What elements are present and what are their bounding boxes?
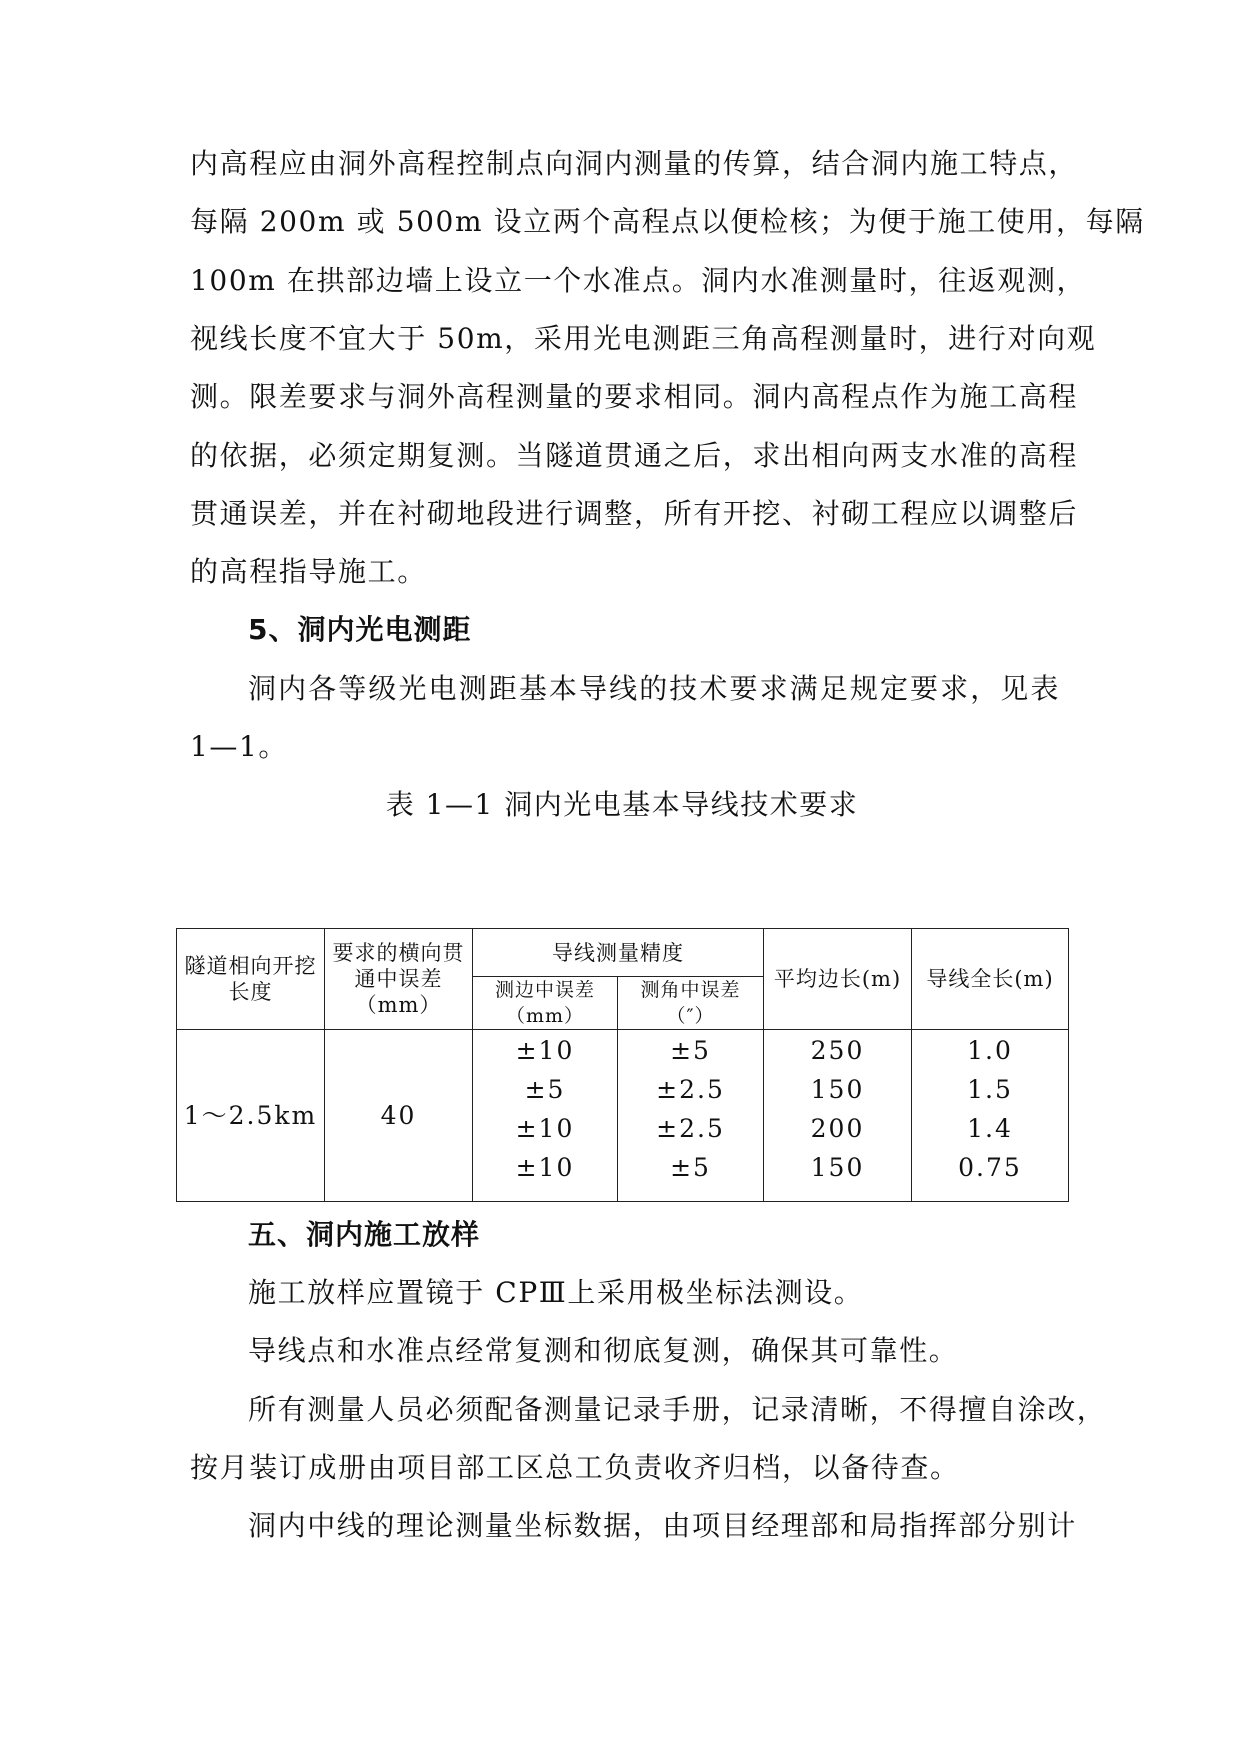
body-text-line: 每隔 200m 或 500m 设立两个高程点以便检核；为便于施工使用，每隔 <box>190 205 1145 238</box>
body-text-line: 内高程应由洞外高程控制点向洞内测量的传算，结合洞内施工特点， <box>190 147 1079 180</box>
body-text-line: 的依据，必须定期复测。当隧道贯通之后，求出相向两支水准的高程 <box>190 439 1079 472</box>
body-text-line: 测。限差要求与洞外高程测量的要求相同。洞内高程点作为施工高程 <box>190 380 1079 413</box>
side-error-value: ±10 <box>515 1113 575 1143</box>
avg-side-value: 250 <box>810 1035 865 1065</box>
header-avg-side-length: 平均边长(m) <box>764 929 912 1030</box>
body-text-line: 所有测量人员必须配备测量记录手册，记录清晰，不得擅自涂改， <box>248 1393 1107 1426</box>
body-text-line: 导线点和水准点经常复测和彻底复测，确保其可靠性。 <box>248 1334 959 1367</box>
side-error-value: ±10 <box>515 1035 575 1065</box>
total-length-value: 1.0 <box>967 1035 1013 1065</box>
body-text-line: 1—1。 <box>190 730 289 763</box>
angle-error-value: ±5 <box>670 1152 711 1182</box>
body-text-line: 视线长度不宜大于 50m，采用光电测距三角高程测量时，进行对向观 <box>190 322 1097 355</box>
header-side-error: 测边中误差 （mm） <box>473 977 618 1030</box>
avg-side-value: 150 <box>810 1074 865 1104</box>
body-text-line: 洞内各等级光电测距基本导线的技术要求满足规定要求，见表 <box>248 672 1060 705</box>
body-text-line: 贯通误差，并在衬砌地段进行调整，所有开挖、衬砌工程应以调整后 <box>190 497 1079 530</box>
angle-error-value: ±5 <box>670 1035 711 1065</box>
header-angle-error: 测角中误差 （″） <box>618 977 764 1030</box>
header-total-length: 导线全长(m) <box>912 929 1069 1030</box>
section-heading: 5、洞内光电测距 <box>248 613 472 646</box>
header-lateral-error: 要求的横向贯通中误差 （mm） <box>325 929 473 1030</box>
spec-table <box>176 928 1069 1202</box>
cell-avg-side-list <box>764 1030 912 1202</box>
header-tunnel-length: 隧道相向开挖长度 <box>177 929 325 1030</box>
body-text-line: 施工放样应置镜于 CPⅢ上采用极坐标法测设。 <box>248 1276 864 1309</box>
body-text-line: 洞内中线的理论测量坐标数据，由项目经理部和局指挥部分别计 <box>248 1509 1077 1542</box>
cell-lateral-error: 40 <box>325 1030 473 1202</box>
side-error-value: ±5 <box>524 1074 566 1104</box>
body-text-line: 100m 在拱部边墙上设立一个水准点。洞内水准测量时，往返观测， <box>190 264 1087 297</box>
body-text-line: 按月装订成册由项目部工区总工负责收齐归档，以备待查。 <box>190 1451 960 1484</box>
total-length-value: 1.5 <box>967 1074 1013 1104</box>
avg-side-value: 150 <box>810 1152 865 1182</box>
table-caption: 表 1—1 洞内光电基本导线技术要求 <box>385 788 859 821</box>
avg-side-value: 200 <box>810 1113 865 1143</box>
angle-error-value: ±2.5 <box>656 1074 725 1104</box>
total-length-value: 0.75 <box>958 1152 1022 1182</box>
side-error-value: ±10 <box>515 1152 575 1182</box>
cell-tunnel-length: 1～2.5km <box>177 1030 325 1202</box>
cell-total-length-list <box>912 1030 1069 1202</box>
angle-error-value: ±2.5 <box>656 1113 725 1143</box>
cell-angle-error-list <box>618 1030 764 1202</box>
total-length-value: 1.4 <box>967 1113 1013 1143</box>
cell-side-error-list <box>473 1030 618 1202</box>
body-text-line: 的高程指导施工。 <box>190 555 427 588</box>
header-traverse-precision: 导线测量精度 <box>473 929 764 977</box>
section-heading: 五、洞内施工放样 <box>248 1218 481 1251</box>
